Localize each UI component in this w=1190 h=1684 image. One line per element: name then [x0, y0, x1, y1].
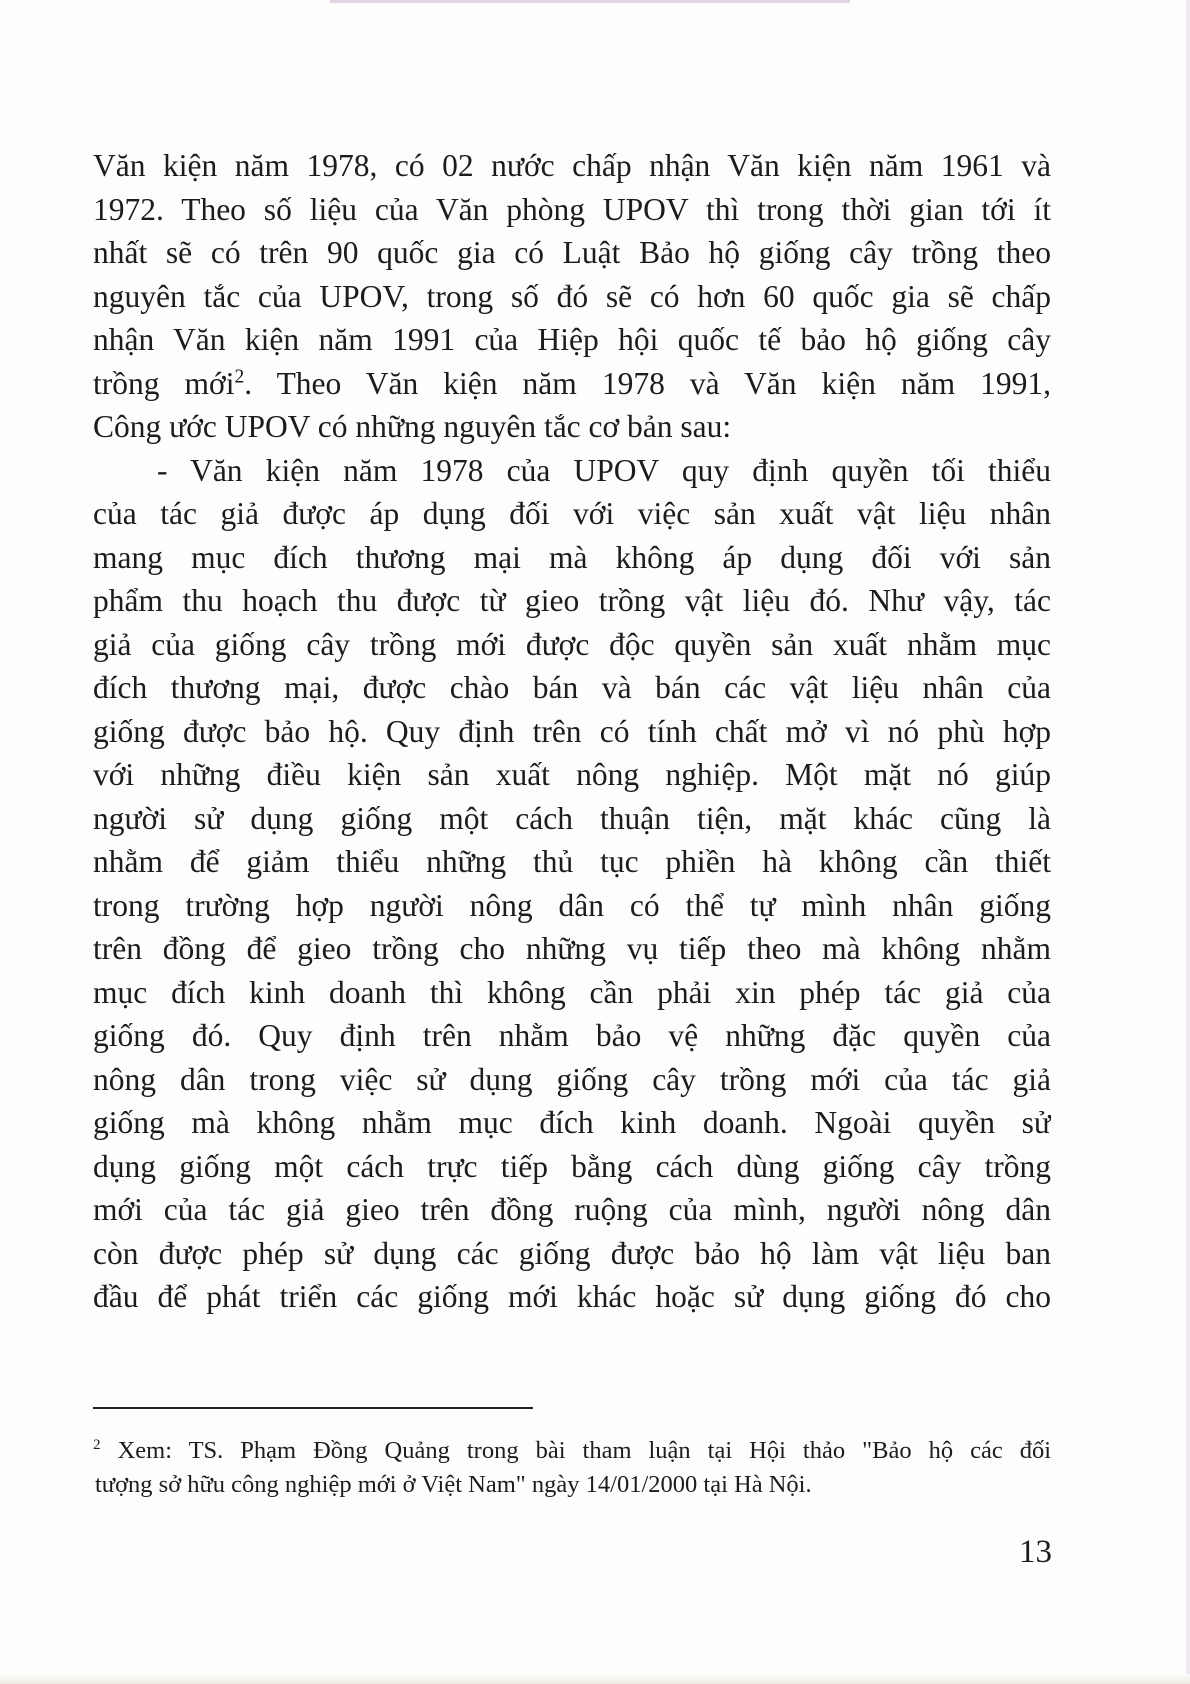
- text-segment: . Theo Văn kiện năm 1978 và Văn kiện năm 1991,: [244, 365, 1051, 401]
- text-line: nhận Văn kiện năm 1991 của Hiệp hội quốc tế bảo hộ giống cây: [93, 322, 1051, 357]
- text-line: với những điều kiện sản xuất nông nghiệp. Một mặt nó giúp: [93, 757, 1051, 792]
- text-line: nông dân trong việc sử dụng giống cây trồng mới của tác giả: [93, 1061, 1051, 1097]
- text-segment: trồng mới: [93, 365, 235, 401]
- text-line: của tác giả được áp dụng đối với việc sản xuất vật liệu nhân: [93, 496, 1051, 531]
- footnotes: [93, 1434, 1051, 1502]
- text-line: phẩm thu hoạch thu được từ gieo trồng vật liệu đó. Như vậy, tác: [93, 583, 1051, 618]
- text-line: Công ước UPOV có những nguyên tắc cơ bản sau:: [93, 409, 732, 444]
- text-line: Văn kiện năm 1978, có 02 nước chấp nhận Văn kiện năm 1961 và: [93, 148, 1051, 183]
- text-line: trong trường hợp người nông dân có thể tự mình nhân giống: [93, 887, 1051, 923]
- footnote-number: 2: [93, 1435, 101, 1453]
- page-right-edge: [1186, 0, 1190, 1684]
- text-line: nguyên tắc của UPOV, trong số đó sẽ có hơn 60 quốc gia sẽ chấp: [93, 278, 1051, 314]
- page-bottom-edge: [0, 1674, 1190, 1684]
- text-line: nhằm để giảm thiểu những thủ tục phiền hà không cần thiết: [93, 844, 1051, 879]
- footnote-line: tượng sở hữu công nghiệp mới ở Việt Nam" ngày 14/01/2000 tại Hà Nội.: [95, 1471, 812, 1498]
- text-line: giống mà không nhằm mục đích kinh doanh. Ngoài quyền sử: [93, 1105, 1051, 1140]
- text-line: giả của giống cây trồng mới được độc quyền sản xuất nhằm mục: [93, 626, 1051, 662]
- text-line: - Văn kiện năm 1978 của UPOV quy định quyền tối thiểu: [157, 452, 1051, 488]
- text-line: trên đồng để gieo trồng cho những vụ tiếp theo mà không nhằm: [93, 931, 1051, 966]
- text-line: 1972. Theo số liệu của Văn phòng UPOV thì trong thời gian tới ít: [93, 191, 1051, 227]
- text-line: giống đó. Quy định trên nhằm bảo vệ những đặc quyền của: [93, 1018, 1051, 1053]
- text-line: nhất sẽ có trên 90 quốc gia có Luật Bảo hộ giống cây trồng theo: [93, 235, 1051, 270]
- text-line: dụng giống một cách trực tiếp bằng cách dùng giống cây trồng: [93, 1148, 1051, 1184]
- footnote-text: Xem: TS. Phạm Đồng Quảng trong bài tham luận tại Hội thảo "Bảo hộ các đối: [100, 1437, 1051, 1464]
- text-line: người sử dụng giống một cách thuận tiện, mặt khác cũng là: [93, 800, 1051, 836]
- footnote-line: [93, 1434, 1051, 1468]
- page-top-edge: [330, 0, 850, 3]
- text-line: giống được bảo hộ. Quy định trên có tính chất mở vì nó phù hợp: [93, 713, 1051, 749]
- text-line-with-footnote-ref: [93, 362, 1051, 406]
- text-line: còn được phép sử dụng các giống được bảo hộ làm vật liệu ban: [93, 1235, 1051, 1271]
- text-line: mục đích kinh doanh thì không cần phải xin phép tác giả của: [93, 974, 1051, 1010]
- text-line: mới của tác giả gieo trên đồng ruộng của mình, người nông dân: [93, 1192, 1051, 1227]
- text-line: đầu để phát triển các giống mới khác hoặc sử dụng giống đó cho: [93, 1279, 1051, 1314]
- footnote-reference[interactable]: 2: [234, 365, 245, 387]
- body-text: [93, 144, 1051, 1319]
- page-number: 13: [1019, 1534, 1052, 1570]
- text-line: mang mục đích thương mại mà không áp dụng đối với sản: [93, 539, 1051, 575]
- text-line: đích thương mại, được chào bán và bán các vật liệu nhân của: [93, 670, 1051, 705]
- footnote-separator: [93, 1407, 533, 1409]
